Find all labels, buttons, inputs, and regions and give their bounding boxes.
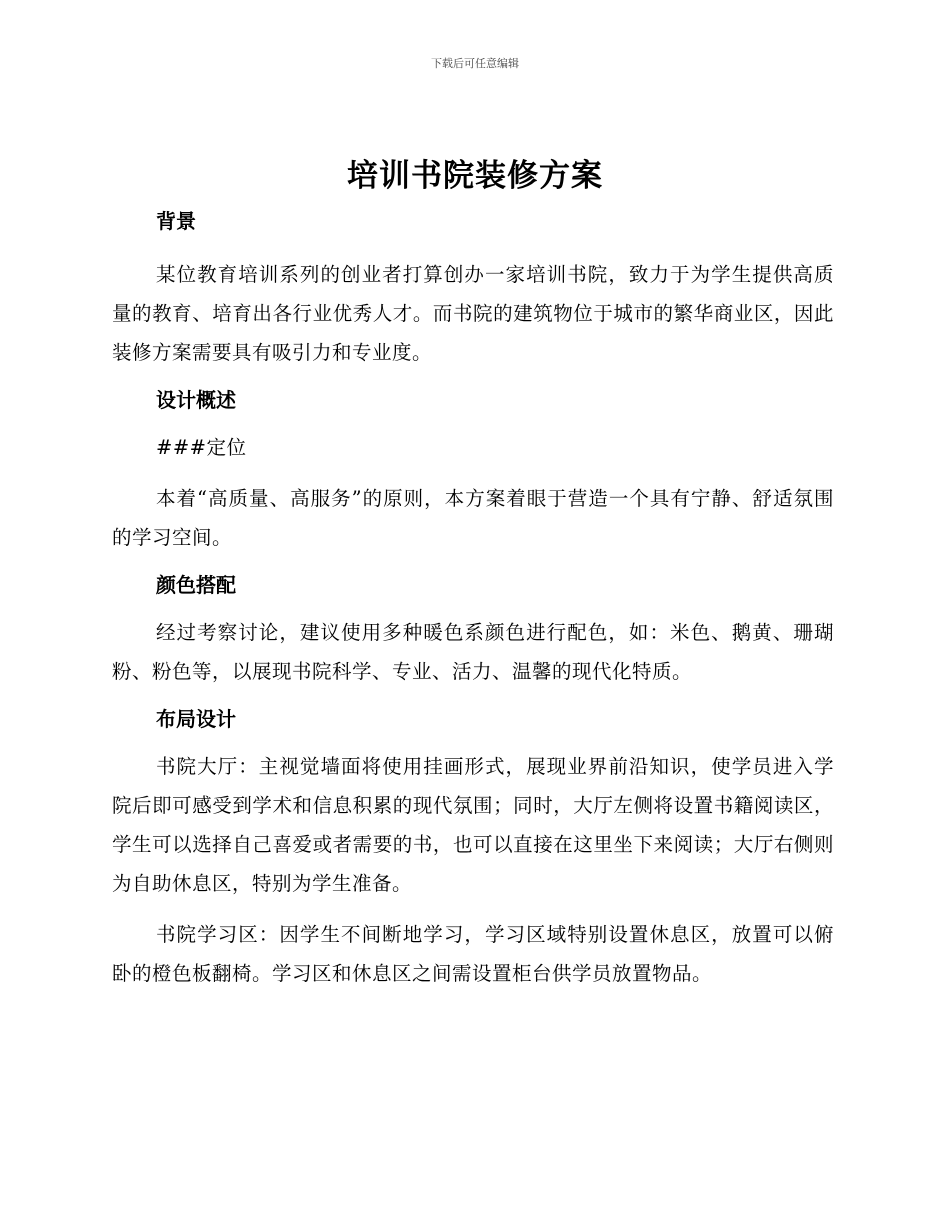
- paragraph-background: 某位教育培训系列的创业者打算创办一家培训书院，致力于为学生提供高质量的教育、培育出各行业优秀人才。而书院的建筑物位于城市的繁华商业区，因此装修方案需要具有吸引力和专业度。: [112, 263, 834, 364]
- document-body: [112, 205, 834, 993]
- heading-layout: 布局设计: [156, 707, 236, 731]
- page-title: 培训书院装修方案: [347, 158, 603, 194]
- header-note: 下载后可任意编辑: [431, 57, 519, 70]
- paragraph-study-area: 书院学习区：因学生不间断地学习，学习区域特别设置休息区，放置可以俯卧的橙色板翻椅。学习区和休息区之间需设置柜台供学员放置物品。: [112, 923, 834, 985]
- paragraph-overview: 本着“高质量、高服务”的原则，本方案着眼于营造一个具有宁静、舒适氛围的学习空间。: [112, 487, 834, 549]
- paragraph-hall: 书院大厅：主视觉墙面将使用挂画形式，展现业界前沿知识，使学员进入学院后即可感受到学术和信息积累的现代氛围；同时，大厅左侧将设置书籍阅读区，学生可以选择自己喜爱或者需要的书，也可以直接在这里坐下来阅读；大厅右侧则为自助休息区，特别为学生准备。: [112, 755, 834, 895]
- heading-background: 背景: [156, 209, 196, 233]
- paragraph-colors: 经过考察讨论，建议使用多种暖色系颜色进行配色，如：米色、鹅黄、珊瑚粉、粉色等，以展现书院科学、专业、活力、温馨的现代化特质。: [112, 621, 834, 683]
- subheading-positioning: ###定位: [156, 436, 247, 459]
- heading-colors: 颜色搭配: [156, 573, 236, 597]
- heading-overview: 设计概述: [156, 388, 236, 412]
